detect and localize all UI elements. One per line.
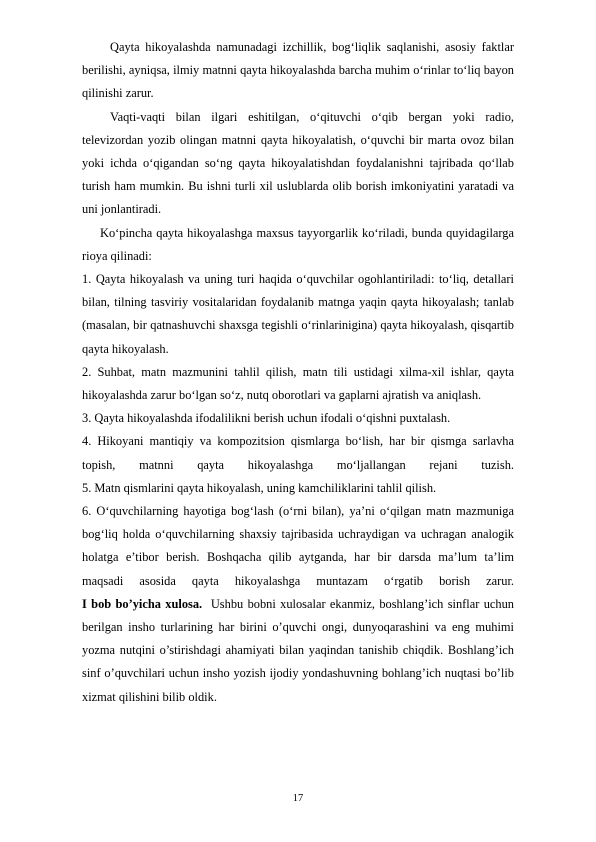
paragraph-preparation-intro: Ko‘pincha qayta hikoyalashga maxsus tayyorgarlik ko‘riladi, bunda quyidagilarga rioya qilinadi:	[82, 225, 514, 263]
chapter-summary-title: I bob bo’yicha xulosa.	[82, 596, 203, 611]
document-page	[82, 36, 514, 709]
list-item-4: 4. Hikoyani mantiqiy va kompozitsion qismlarga bo‘lish, har bir qismga sarlavha topish, matnni qayta hikoyalashga mo‘ljallangan rejani tuzish.	[82, 434, 514, 472]
list-item-1: 1. Qayta hikoyalash va uning turi haqida o‘quvchilar ogohlantiriladi: to‘liq, detallari bilan, tilning tasviriy vositalaridan foydalanib matnga yaqin qayta hikoyalash; tanlab (masalan, bir qatnashuvchi shaxsga tegishli o‘rinlarinigina) qayta hikoyalash, qisqartib qayta hikoyalash.	[82, 272, 514, 356]
list-item-3: 3. Qayta hikoyalashda ifodalilikni berish uchun ifodali o‘qishni puxtalash.	[82, 411, 451, 426]
chapter-summary-text: Ushbu bobni xulosalar ekanmiz, boshlang’ich sinflar uchun berilgan insho turlarining har birini o’quvchi ongi, dunyoqarashini va eng muhimi yozma nutqini o’stirishdagi ahamiyati bilan yaqindan tanishib chiqdik. Boshlang’ich sinf o’quvchilari uchun insho yozish ijodiy yondashuvning bohlang’ich nuqtasi bo’lib xizmat qilishini bilib oldik.	[82, 596, 514, 704]
list-item-5: 5. Matn qismlarini qayta hikoyalash, uning kamchiliklarini tahlil qilish.	[82, 480, 437, 495]
chapter-summary	[82, 593, 514, 709]
page-number: 17	[292, 793, 304, 804]
paragraph-retelling-coherence: Qayta hikoyalashda namunadagi izchillik, bog‘liqlik saqlanishi, asosiy faktlar berilishi, ayniqsa, ilmiy matnni qayta hikoyalashda barcha muhim o‘rinlar to‘liq bayon qilinishi zarur.	[82, 40, 514, 101]
paragraph-retelling-sources: Vaqti-vaqti bilan ilgari eshitilgan, o‘qituvchi o‘qib bergan yoki radio, televizordan yozib olingan matnni qayta hikoyalatish, o‘quvchi bir marta ovoz bilan yoki ichda o‘qigandan so‘ng qayta hikoyalatishdan foydalanishni tajribada qo‘llab turish ham mumkin. Bu ishni turli xil uslublarda olib borish imkoniyatini yaratadi va uni jonlantiradi.	[82, 109, 514, 217]
list-item-6: 6. O‘quvchilarning hayotiga bog‘lash (o‘rni bilan), ya’ni o‘qilgan matn mazmuniga bog‘liq holda o‘quvchilarning shaxsiy tajribasida uchraydigan va uchragan analogik holatga e’tibor berish. Boshqacha qilib aytganda, har bir darsda ma’lum ta’lim maqsadi asosida qayta hikoyalashga muntazam o‘rgatib borish zarur.	[82, 504, 514, 588]
list-item-2: 2. Suhbat, matn mazmunini tahlil qilish, matn tili ustidagi xilma-xil ishlar, qayta hikoyalashda zarur bo‘lgan so‘z, nutq oborotlari va gaplarni ajratish va aniqlash.	[82, 364, 514, 403]
